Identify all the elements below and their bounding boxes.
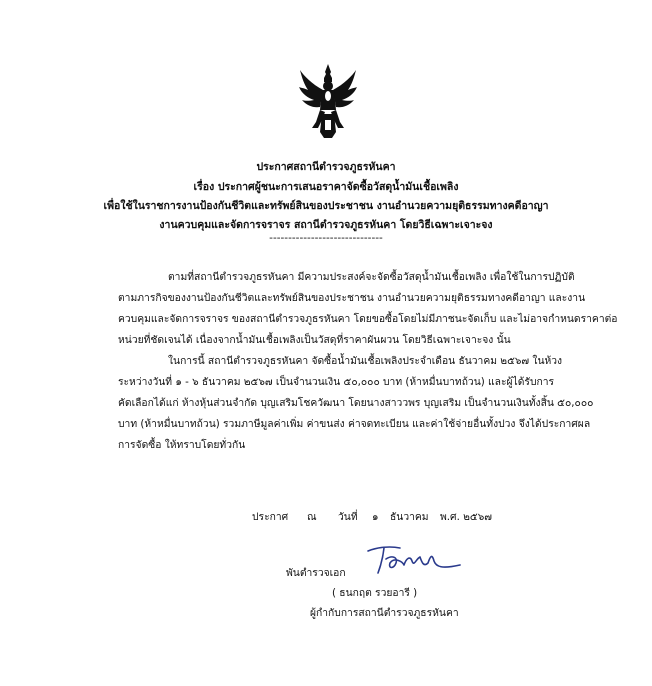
body-line: ควบคุมและจัดการจราจร ของสถานีตำรวจภูธรหันคา โดยขอซื้อโดยไม่มีภาชนะจัดเก็บ และไม่อาจกำหนดราคาต่อ xyxy=(118,313,618,325)
signer-name: ( ธนกฤต รวยอารี ) xyxy=(332,587,418,599)
body-line: ตามที่สถานีตำรวจภูธรหันคา มีความประสงค์จะจัดซื้อวัสดุน้ำมันเชื้อเพลิง เพื่อใช้ในการปฏิบัติ xyxy=(168,271,575,283)
body-line: บาท (ห้าหมื่นบาทถ้วน) รวมภาษีมูลค่าเพิ่ม ค่าขนส่ง ค่าจดทะเบียน และค่าใช้จ่ายอื่นทั้งปวง จึงได้ประกาศผล xyxy=(118,418,591,430)
announce-year: พ.ศ. ๒๕๖๗ xyxy=(440,511,493,523)
body-line: การจัดซื้อ ให้ทราบโดยทั่วกัน xyxy=(118,439,246,451)
body-line: คัดเลือกได้แก่ ห้างหุ้นส่วนจำกัด บุญเสริมโชควัฒนา โดยนางสาววพร บุญเสริม เป็นจำนวนเงินทั้งสิ้น ๕๐,๐๐๐ xyxy=(118,397,594,409)
body-line: ตามภารกิจของงานป้องกันชีวิตและทรัพย์สินของประชาชน งานอำนวยความยุติธรรมทางคดีอาญา และงาน xyxy=(118,292,586,304)
header-purpose-line1: เพื่อใช้ในราชการงานป้องกันชีวิตและทรัพย์สินของประชาชน งานอำนวยความยุติธรรมทางคดีอาญา xyxy=(103,200,549,212)
body-line: หน่วยที่ชัดเจนได้ เนื่องจากน้ำมันเชื้อเพลิงเป็นวัสดุที่ราคาผันผวน โดยวิธีเฉพาะเจาะจง นั้น xyxy=(118,334,511,346)
announce-date-label: วันที่ xyxy=(338,511,358,523)
body-line: ในการนี้ สถานีตำรวจภูธรหันคา จัดซื้อน้ำมันเชื้อเพลิงประจำเดือน ธันวาคม ๒๕๖๗ ในห้วง xyxy=(168,355,563,367)
signer-rank: พันตำรวจเอก xyxy=(286,567,346,579)
header-subject: เรื่อง ประกาศผู้ชนะการเสนอราคาจัดซื้อวัสดุน้ำมันเชื้อเพลิง xyxy=(193,181,459,193)
announce-label: ประกาศ xyxy=(252,511,289,523)
announce-day: ๑ xyxy=(372,511,379,523)
body-line: ระหว่างวันที่ ๑ - ๖ ธันวาคม ๒๕๖๗ เป็นจำนวนเงิน ๕๐,๐๐๐ บาท (ห้าหมื่นบาทถ้วน) และผู้ได้รับการ xyxy=(118,376,555,388)
garuda-emblem-icon xyxy=(298,62,358,140)
announce-month: ธันวาคม xyxy=(390,511,429,523)
signer-position: ผู้กำกับการสถานีตำรวจภูธรหันคา xyxy=(310,607,459,619)
header-org: ประกาศสถานีตำรวจภูธรหันคา xyxy=(256,161,396,173)
announce-at: ณ xyxy=(307,511,317,523)
handwritten-signature xyxy=(364,543,464,577)
header-divider: ------------------------------ xyxy=(269,232,383,244)
header-purpose-line2: งานควบคุมและจัดการจราจร สถานีตำรวจภูธรหันคา โดยวิธีเฉพาะเจาะจง xyxy=(159,219,493,231)
